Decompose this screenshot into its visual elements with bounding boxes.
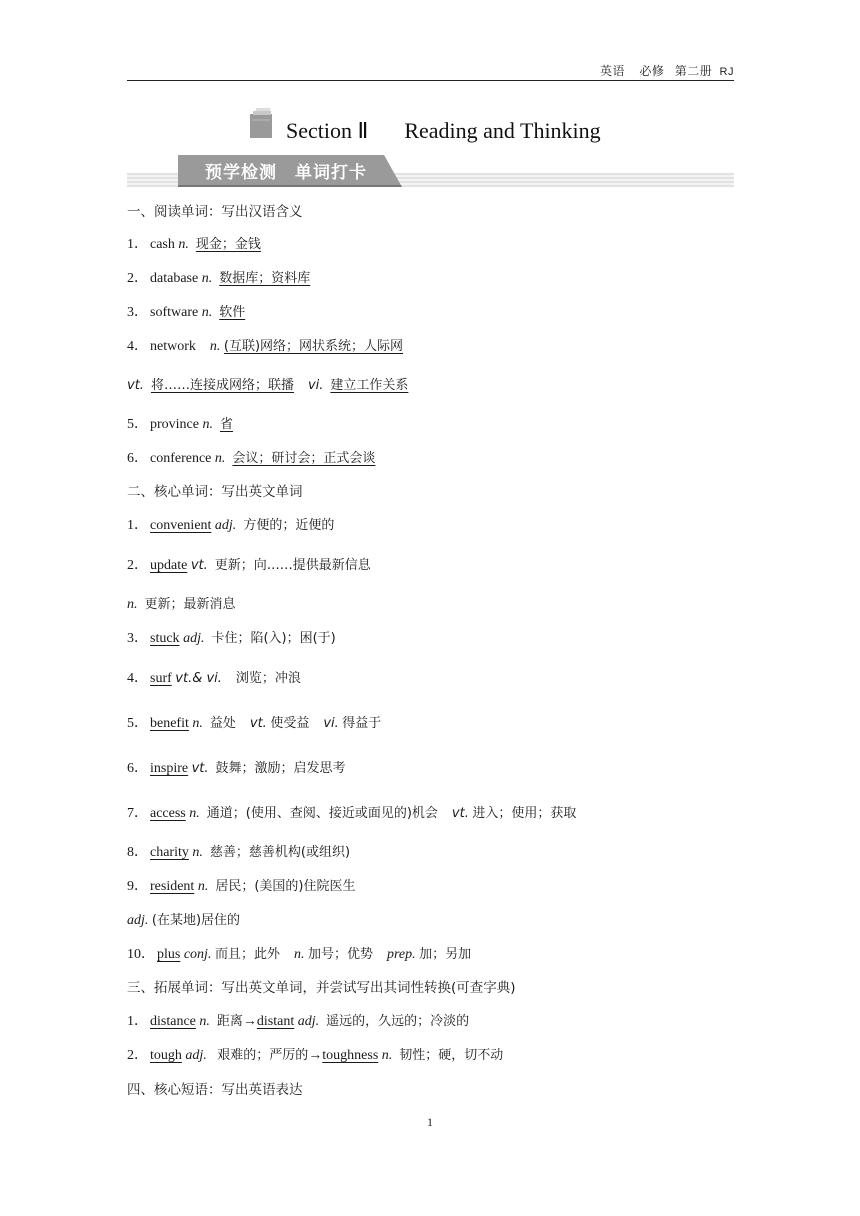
part4-heading: 四、核心短语：写出英语表达	[127, 1082, 303, 1098]
answer: tough	[150, 1048, 182, 1063]
word: conference	[150, 451, 212, 466]
part2-heading: 二、核心单词：写出英文单词	[127, 484, 303, 500]
list-item: 6． inspire vt. 鼓舞；激励；启发思考	[127, 761, 346, 776]
list-item: 7． access n. 通道；(使用、查阅、接近或面见的)机会 vt. 进入；使用；获取	[127, 806, 577, 821]
answer: 会议；研讨会；正式会谈	[232, 451, 376, 466]
list-item: n. 更新；最新消息	[127, 597, 236, 612]
list-item: 5． province n. 省	[127, 417, 233, 432]
header-rule	[127, 80, 734, 81]
answer: 建立工作关系	[330, 378, 409, 393]
header-book: 必修	[639, 64, 665, 78]
header-edition: RJ	[719, 66, 734, 78]
word: cash	[150, 237, 175, 252]
answer: access	[150, 806, 186, 821]
list-item: 2． database n. 数据库；资料库	[127, 271, 311, 286]
list-item: 6． conference n. 会议；研讨会；正式会谈	[127, 451, 376, 466]
section-label: Section Ⅱ	[286, 118, 369, 143]
list-item: 8． charity n. 慈善；慈善机构(或组织)	[127, 845, 351, 860]
list-item: 1． distance n. 距离→distant adj. 遥远的，久远的；冷淡的	[127, 1014, 470, 1029]
list-item: 10． plus conj. 而且；此外 n. 加号；优势 prep. 加；另加	[127, 947, 472, 962]
section-name: Reading and Thinking	[404, 118, 601, 143]
answer: inspire	[150, 761, 189, 776]
answer: distance	[150, 1014, 196, 1029]
list-item: vt. 将……连接成网络；联播 vi. 建立工作关系	[127, 378, 409, 393]
answer: 省	[219, 417, 233, 432]
list-item: 2． update vt. 更新；向……提供最新信息	[127, 558, 371, 573]
list-item: 9． resident n. 居民；(美国的)住院医生	[127, 879, 356, 894]
banner-label: 预学检测 单词打卡	[205, 163, 367, 183]
word: database	[150, 271, 199, 286]
list-item: 4． network n. (互联)网络；网状系统；人际网	[127, 339, 404, 354]
answer: benefit	[150, 716, 189, 731]
word: province	[150, 417, 199, 432]
word: software	[150, 305, 199, 320]
answer: convenient	[150, 518, 212, 533]
answer: plus	[157, 947, 181, 962]
list-item: 5． benefit n. 益处 vt. 使受益 vi. 得益于	[127, 716, 382, 731]
answer: surf	[150, 671, 172, 686]
arrow-icon: →	[308, 1048, 323, 1063]
answer: 数据库；资料库	[219, 271, 311, 286]
word: network	[150, 339, 196, 354]
list-item: 1． convenient adj. 方便的；近便的	[127, 518, 335, 533]
page-number: 1	[427, 1115, 433, 1129]
answer: resident	[150, 879, 195, 894]
list-item: 3． software n. 软件	[127, 305, 246, 320]
answer: 软件	[219, 305, 246, 320]
answer: toughness	[322, 1048, 379, 1063]
answer: distant	[256, 1014, 295, 1029]
header-volume: 第二册	[674, 64, 713, 78]
list-item: 4． surf vt.& vi. 浏览；冲浪	[127, 671, 301, 686]
header-subject: 英语	[600, 64, 626, 78]
list-item: 3． stuck adj. 卡住；陷(入)；困(于)	[127, 631, 336, 646]
list-item: 1． cash n. 现金；金钱	[127, 237, 261, 252]
part1-heading: 一、阅读单词：写出汉语含义	[127, 204, 303, 220]
answer: 现金；金钱	[195, 237, 261, 252]
list-item: 2． tough adj. 艰难的；严厉的→toughness n. 韧性；硬，切不动	[127, 1048, 504, 1063]
answer: 将……连接成网络；联播	[150, 378, 294, 393]
answer: (互联)网络；网状系统；人际网	[223, 339, 404, 354]
running-header	[0, 62, 734, 79]
part3-heading: 三、拓展单词：写出英文单词，并尝试写出其词性转换(可查字典)	[127, 980, 516, 996]
answer: stuck	[150, 631, 180, 646]
arrow-icon: →	[242, 1014, 257, 1029]
section-title	[286, 118, 601, 144]
answer: charity	[150, 845, 189, 860]
list-item: adj. (在某地)居住的	[127, 913, 241, 928]
answer: update	[150, 558, 188, 573]
book-icon	[248, 108, 274, 140]
